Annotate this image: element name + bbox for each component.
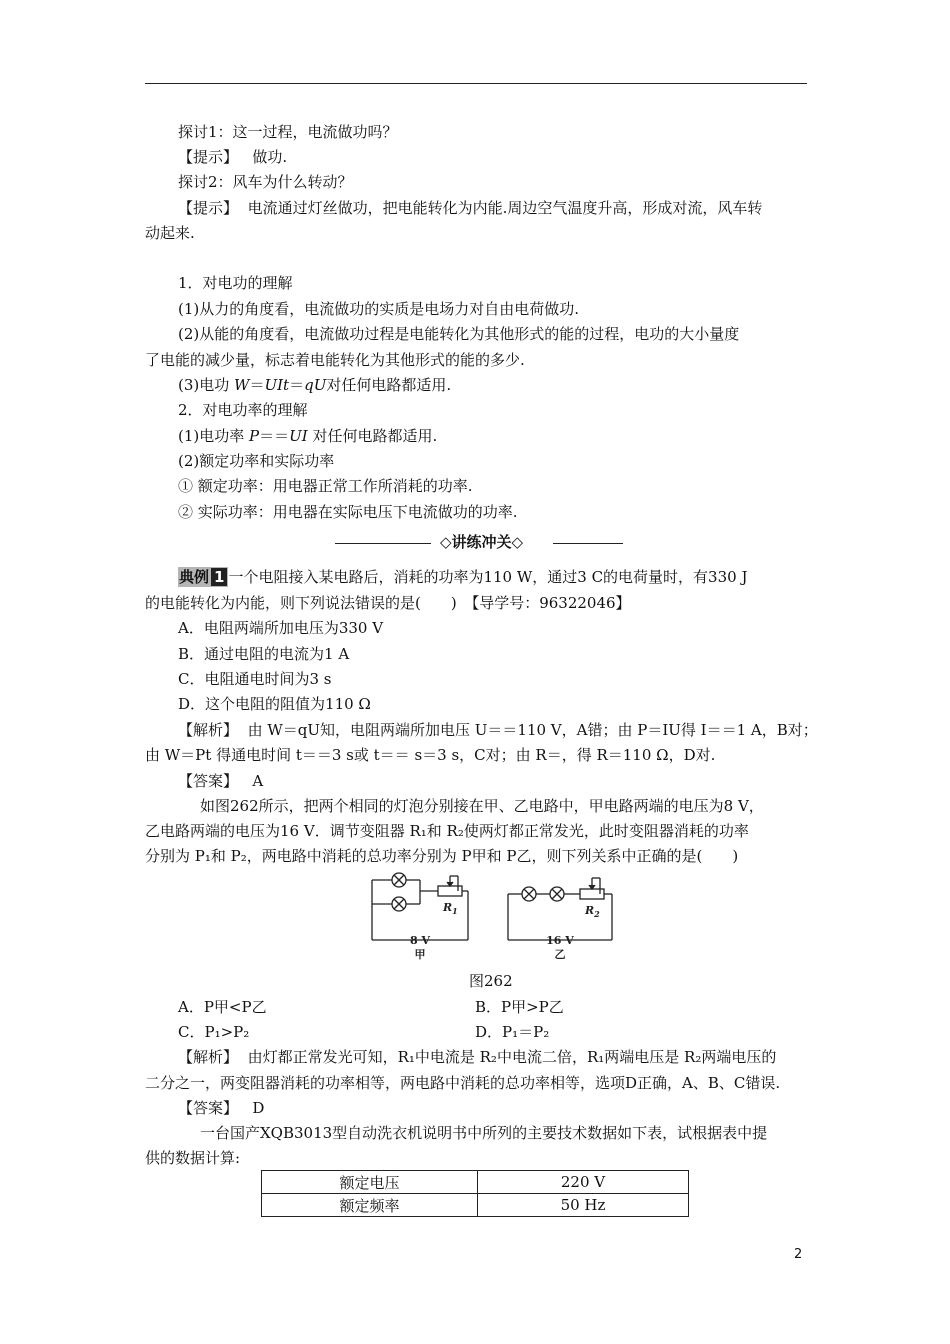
- table-row: [262, 1194, 689, 1217]
- example2-stem-a: 如图262所示，把两个相同的灯泡分别接在甲、乙电路中，甲电路两端的电压为8 V，: [200, 797, 764, 815]
- hint2-label: 【提示】: [178, 199, 239, 217]
- figure-caption: 图262: [469, 972, 513, 990]
- badge-text: 典例: [179, 568, 210, 586]
- table-cell-label: 额定频率: [262, 1194, 478, 1217]
- example1-answer-label: 【答案】: [178, 772, 239, 790]
- table-cell-value: 50 Hz: [478, 1194, 689, 1217]
- hint1-text: 做功.: [252, 148, 288, 166]
- p3-qU: qU: [304, 376, 327, 394]
- header-rule: [145, 83, 807, 84]
- table-cell-value: 220 V: [478, 1171, 689, 1194]
- p4-UI: UI: [289, 427, 308, 445]
- example3-stem-a: 一台国产XQB3013型自动洗衣机说明书中所列的主要技术数据如下表，试根据表中提: [200, 1124, 768, 1142]
- p3-eq1: ＝: [249, 376, 265, 394]
- hint1: [178, 146, 287, 168]
- voltage-8v: 8 V: [409, 934, 431, 947]
- theory-p5: (2)额定功率和实际功率: [178, 452, 335, 470]
- example2-option-c: C．P₁>P₂: [178, 1023, 250, 1041]
- example1-analysis-label: 【解析】: [178, 721, 239, 739]
- example2-stem-c: 分别为 P₁和 P₂，两电路中消耗的总功率分别为 P甲和 P乙，则下列关系中正确的是( ): [145, 847, 739, 865]
- p4-P: P: [249, 427, 260, 445]
- example1-answer: [178, 770, 263, 792]
- table-row: [262, 1171, 689, 1194]
- circuit-diagram: [360, 862, 620, 966]
- p3-pre: (3)电功: [178, 376, 235, 394]
- badge-number: 1: [211, 568, 227, 586]
- example1-option-a: A．电阻两端所加电压为330 V: [178, 619, 384, 637]
- theory-p6: ① 额定功率：用电器正常工作所消耗的功率.: [178, 477, 473, 495]
- theory-p2a: (2)从能的角度看，电流做功过程是电能转化为其他形式的能的过程，电功的大小量度: [178, 325, 740, 343]
- hint2-text-b: 动起来.: [145, 224, 195, 242]
- hint2: [178, 197, 762, 219]
- discussion-q2: 探讨2：风车为什么转动？: [178, 173, 353, 191]
- banner-rule-right: [553, 543, 623, 544]
- circuit-yi-label: 乙: [554, 948, 566, 961]
- example2-stem-b: 乙电路两端的电压为16 V．调节变阻器 R₁和 R₂使两灯都正常发光，此时变阻器消耗的功率: [145, 822, 749, 840]
- example-badge: [178, 567, 228, 587]
- example1-analysis-b: 由 W＝Pt 得通电时间 t＝＝3 s或 t＝＝ s＝3 s，C对；由 R＝，得 R＝110 Ω，D对.: [145, 746, 716, 764]
- banner-rule-left: [335, 543, 431, 544]
- p4-pre: (1)电功率: [178, 427, 250, 445]
- example2-answer-label: 【答案】: [178, 1099, 239, 1117]
- hint2-text-a: 电流通过灯丝做功，把电能转化为内能.周边空气温度升高，形成对流，风车转: [247, 199, 763, 217]
- p3-post: 对任何电路都适用.: [326, 376, 452, 394]
- r1-label: $R_1$: [443, 901, 458, 916]
- theory-p4: [178, 425, 437, 447]
- example1-option-d: D．这个电阻的阻值为110 Ω: [178, 695, 371, 713]
- example2-analysis-a: [178, 1046, 776, 1068]
- example1-option-c: C．电阻通电时间为3 s: [178, 670, 332, 688]
- theory-p2b: 了电能的减少量，标志着电能转化为其他形式的能的多少.: [145, 351, 525, 369]
- voltage-16v: 16 V: [546, 934, 574, 947]
- example1-option-b: B．通过电阻的电流为1 A: [178, 645, 350, 663]
- spec-table: [261, 1170, 689, 1217]
- theory-heading-2: 2．对电功率的理解: [178, 401, 308, 419]
- p4-post: 对任何电路都适用.: [307, 427, 438, 445]
- example1-stem-b: 的电能转化为内能，则下列说法错误的是( ) 【导学号：96322046】: [145, 594, 631, 612]
- discussion-q1: 探讨1：这一过程，电流做功吗？: [178, 123, 398, 141]
- lamp-icon: [392, 873, 406, 887]
- example2-option-b: B．P甲>P乙: [475, 998, 564, 1016]
- p3-eq2: ＝: [289, 376, 305, 394]
- example2-analysis-b: 二分之一，两变阻器消耗的功率相等，两电路中消耗的总功率相等，选项D正确，A、B、C错误.: [145, 1074, 781, 1092]
- page-number: 2: [794, 1247, 803, 1262]
- example2-option-d: D．P₁＝P₂: [475, 1023, 550, 1041]
- p3-UIt: UIt: [264, 376, 290, 394]
- lamp-icon: [550, 887, 564, 901]
- p4-eq: ＝＝: [259, 427, 290, 445]
- theory-p3: [178, 374, 451, 396]
- theory-heading-1: 1．对电功的理解: [178, 274, 293, 292]
- example2-analysis-a-text: 由灯都正常发光可知，R₁中电流是 R₂中电流二倍，R₁两端电压是 R₂两端电压的: [247, 1048, 777, 1066]
- example2-answer-value: D: [252, 1099, 265, 1117]
- circuit-jia-label: 甲: [414, 948, 426, 961]
- example1-analysis-a: [178, 719, 818, 741]
- example1-stem-a: [178, 566, 747, 588]
- table-cell-label: 额定电压: [262, 1171, 478, 1194]
- r2-label: $R_2$: [585, 904, 600, 919]
- example3-stem-b: 供的数据计算:: [145, 1149, 241, 1167]
- theory-p1: (1)从力的角度看，电流做功的实质是电场力对自由电荷做功.: [178, 300, 580, 318]
- example2-option-a: A．P甲<P乙: [178, 998, 267, 1016]
- p3-W: W: [234, 376, 250, 394]
- lamp-icon: [392, 897, 406, 911]
- example1-analysis-a-text: 由 W＝qU知，电阻两端所加电压 U＝＝110 V，A错；由 P＝IU得 I＝＝1 A，B对；: [247, 721, 818, 739]
- section-banner: ◇讲练冲关◇: [440, 533, 524, 551]
- example2-answer: [178, 1097, 264, 1119]
- example2-analysis-label: 【解析】: [178, 1048, 239, 1066]
- example1-answer-value: A: [252, 772, 264, 790]
- example1-stem-a-text: 一个电阻接入某电路后，消耗的功率为110 W，通过3 C的电荷量时，有330 J: [228, 568, 748, 586]
- theory-p7: ② 实际功率：用电器在实际电压下电流做功的功率.: [178, 503, 518, 521]
- lamp-icon: [522, 887, 536, 901]
- hint1-label: 【提示】: [178, 148, 239, 166]
